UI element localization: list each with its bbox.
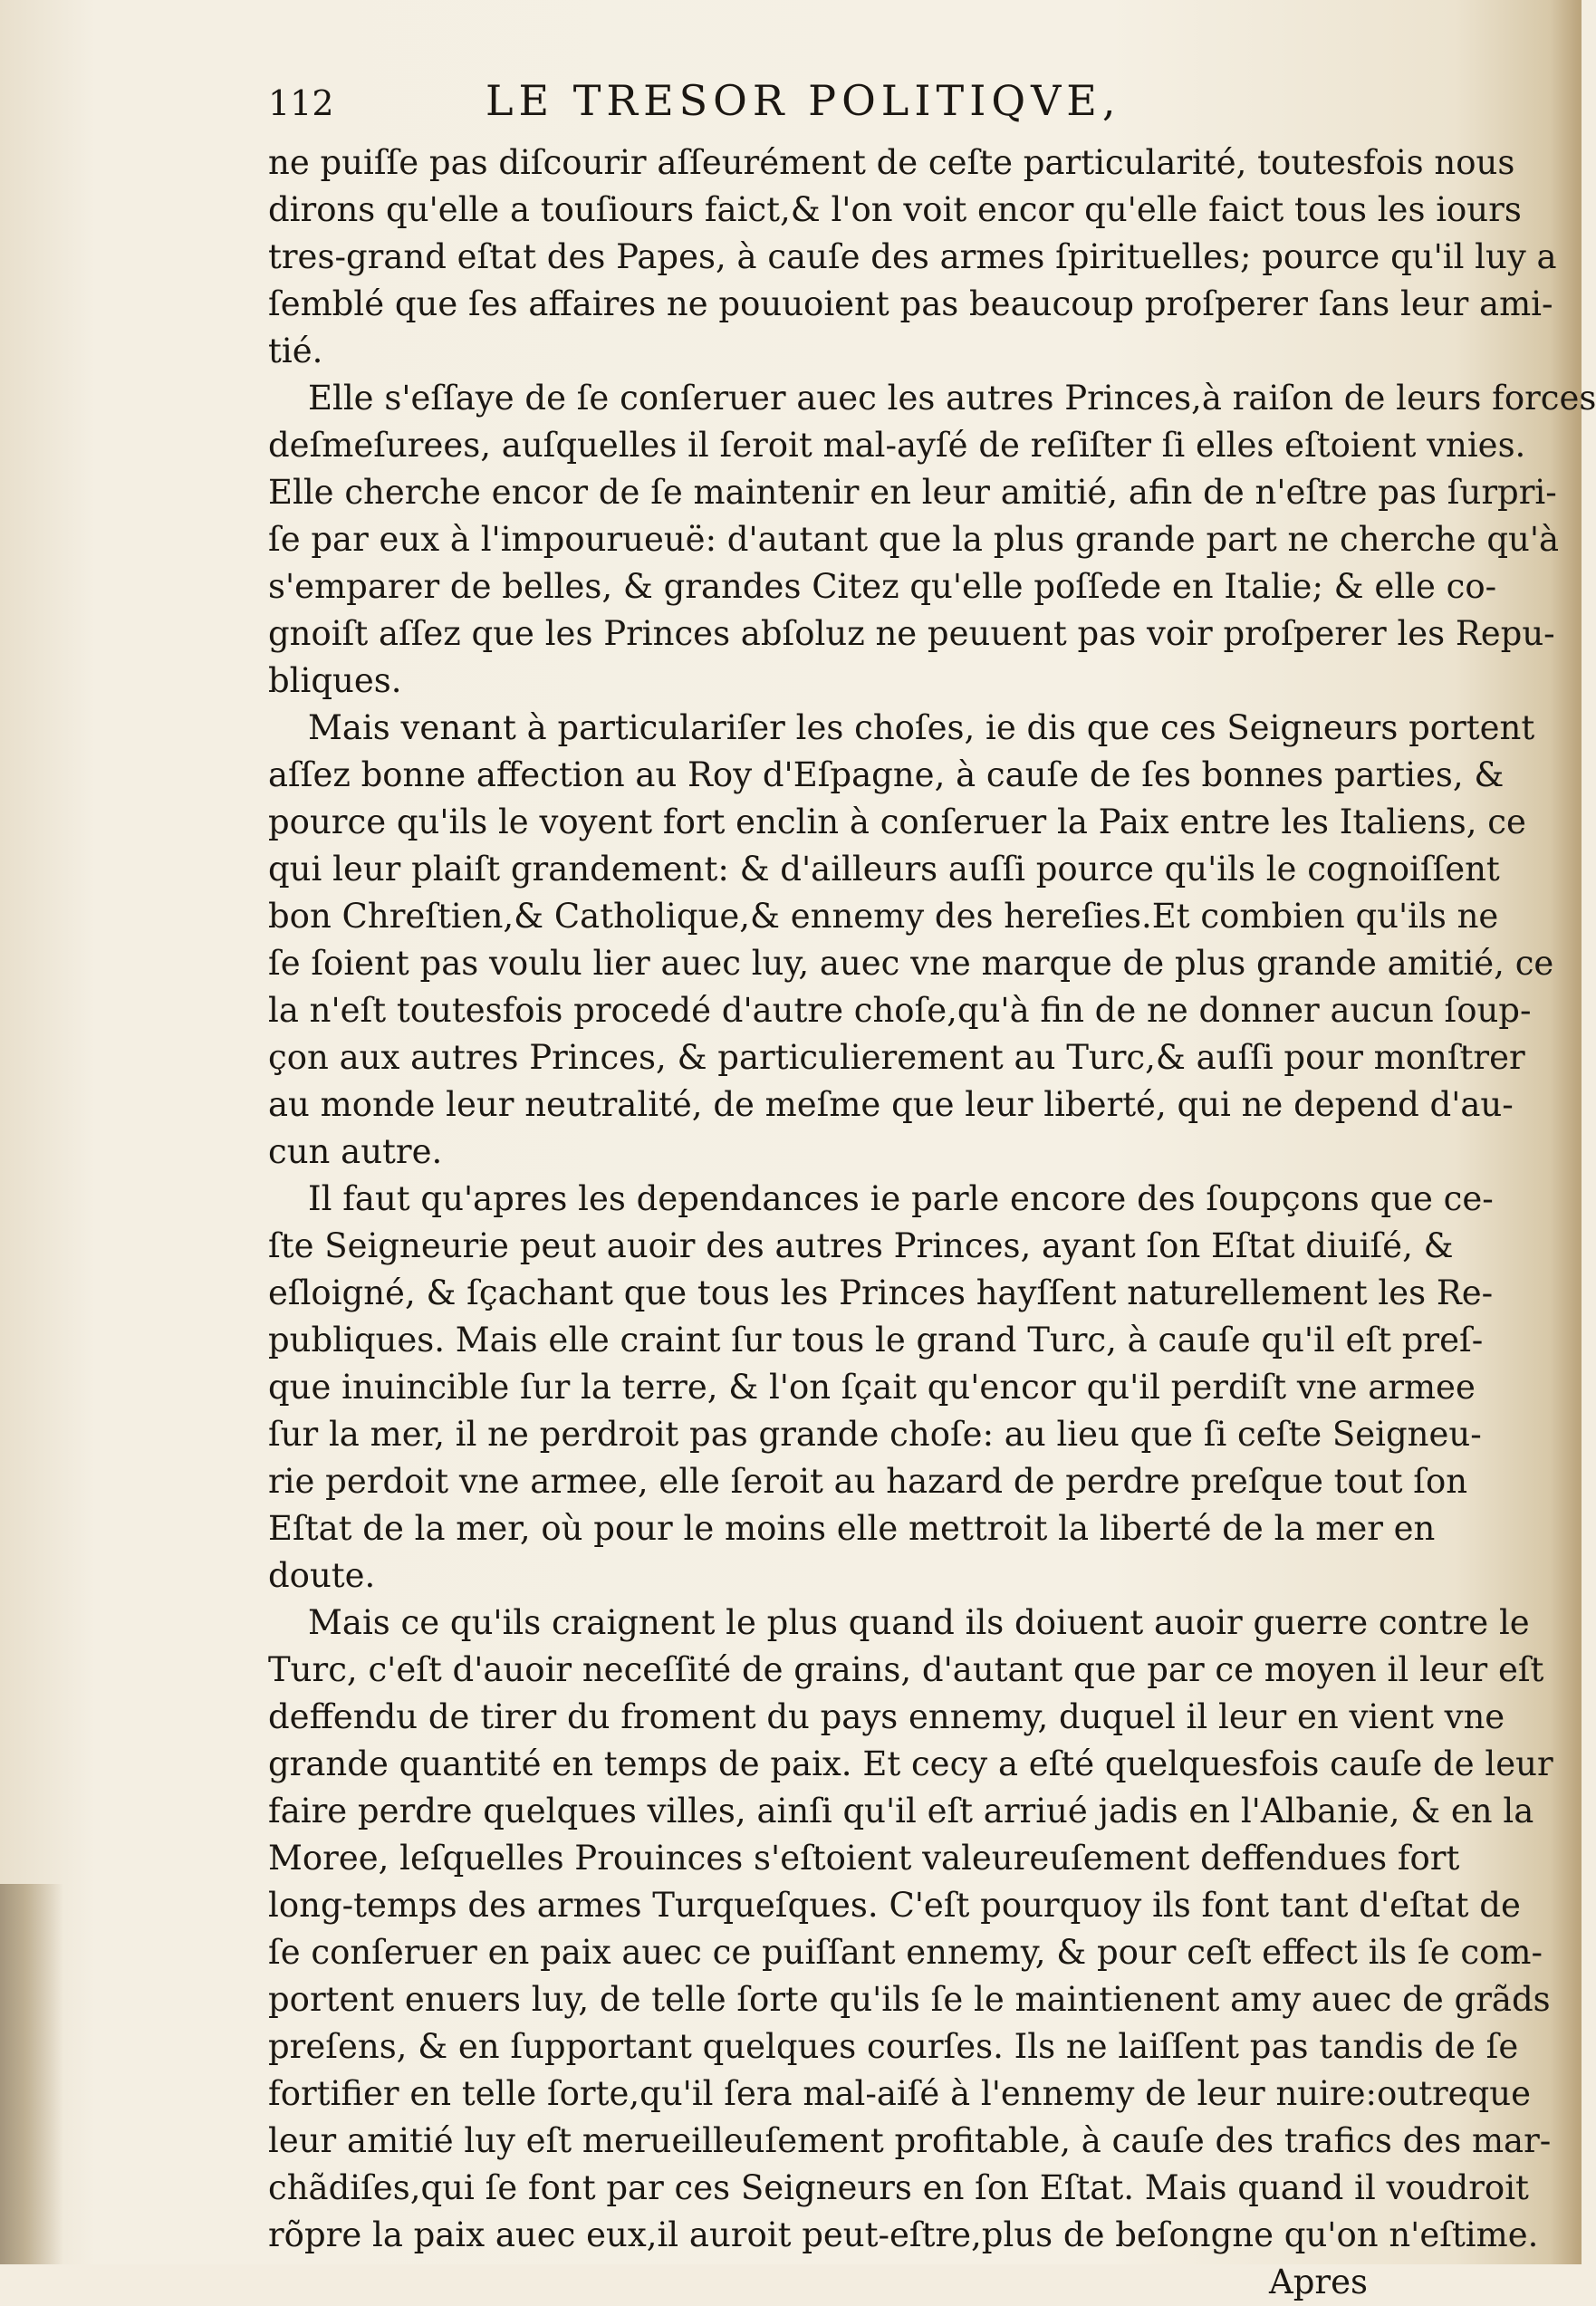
text-line: s'emparer de belles, & grandes Citez qu'elle poſſede en Italie; & elle co- (268, 567, 1497, 606)
running-title: LE TRESOR POLITIQVE, (486, 76, 1121, 125)
text-line: qui leur plaiſt grandement: & d'ailleurs auſſi pource qu'ils le cognoiſſent (268, 850, 1500, 889)
text-line: rõpre la paix auec eux,il auroit peut-eſtre,plus de beſongne qu'on n'eſtime. (268, 2215, 1539, 2254)
text-line: ſemblé que ſes affaires ne pouuoient pas beaucoup proſperer ſans leur ami- (268, 284, 1553, 323)
text-line: leur amitié luy eſt merueilleuſement profitable, à cauſe des trafics des mar- (268, 2121, 1552, 2160)
text-line: Elle s'eſſaye de ſe conſeruer auec les autres Princes,à raiſon de leurs forces (308, 379, 1596, 418)
text-line: ſte Seigneurie peut auoir des autres Princes, ayant ſon Eſtat diuiſé, & (268, 1226, 1454, 1265)
text-line: doute. (268, 1556, 376, 1595)
paragraph (268, 375, 1596, 705)
text-block (268, 76, 1596, 2306)
text-line: deffendu de tirer du froment du pays ennemy, duquel il leur en vient vne (268, 1697, 1505, 1736)
text-line: ſe conſeruer en paix auec ce puiſſant ennemy, & pour ceſt effect ils ſe com- (268, 1933, 1543, 1972)
text-line: cun autre. (268, 1132, 443, 1171)
text-line: Il faut qu'apres les dependances ie parle encore des ſoupçons que ce- (308, 1179, 1494, 1218)
text-line: Turc, c'eſt d'auoir neceſſité de grains, d'autant que par ce moyen il leur eſt (268, 1650, 1544, 1689)
paragraph (268, 1600, 1553, 2259)
text-line: Mais venant à particulariſer les choſes, ie dis que ces Seigneurs portent (308, 708, 1535, 747)
body-text (268, 139, 1596, 2259)
catchword: Apres (1269, 2263, 1368, 2301)
text-line: publiques. Mais elle craint ſur tous le grand Turc, à cauſe qu'il eſt preſ- (268, 1321, 1484, 1360)
text-line: tié. (268, 331, 323, 370)
text-line: aſſez bonne affection au Roy d'Eſpagne, à cauſe de ſes bonnes parties, & (268, 755, 1505, 794)
running-header (268, 76, 1391, 139)
text-line: Mais ce qu'ils craignent le plus quand ils doiuent auoir guerre contre le (308, 1603, 1530, 1642)
text-line: bon Chreſtien,& Catholique,& ennemy des hereſies.Et combien qu'ils ne (268, 897, 1499, 936)
text-line: ſur la mer, il ne perdroit pas grande choſe: au lieu que ſi ceſte Seigneu- (268, 1415, 1482, 1454)
text-line: au monde leur neutralité, de meſme que leur liberté, qui ne depend d'au- (268, 1085, 1514, 1124)
text-line: la n'eſt toutesfois procedé d'autre choſe,qu'à fin de ne donner aucun ſoup- (268, 991, 1532, 1030)
paragraph (268, 139, 1557, 375)
text-line: ſe par eux à l'impourueuë: d'autant que la plus grande part ne cherche qu'à (268, 520, 1560, 559)
text-line: portent enuers luy, de telle ſorte qu'ils ſe le maintienent amy auec de grãds (268, 1980, 1551, 2019)
text-line: tres-grand eſtat des Papes, à cauſe des armes ſpirituelles; pource qu'il luy a (268, 237, 1557, 276)
text-line: dirons qu'elle a touſiours faict,& l'on voit encor qu'elle faict tous les iours (268, 190, 1522, 229)
text-line: pource qu'ils le voyent fort enclin à conſeruer la Paix entre les Italiens, ce (268, 802, 1526, 841)
text-line: gnoiſt aſſez que les Princes abſoluz ne peuuent pas voir proſperer les Repu- (268, 614, 1555, 653)
text-line: bliques. (268, 661, 402, 700)
text-line: chãdiſes,qui ſe font par ces Seigneurs en ſon Eſtat. Mais quand il voudroit (268, 2168, 1529, 2207)
text-line: rie perdoit vne armee, elle ſeroit au hazard de perdre preſque tout ſon (268, 1462, 1468, 1501)
text-line: deſmeſurees, auſquelles il ſeroit mal-ayſé de reſiſter ſi elles eſtoient vnies. (268, 426, 1526, 465)
text-line: long-temps des armes Turqueſques. C'eſt pourquoy ils font tant d'eſtat de (268, 1886, 1521, 1925)
text-line: çon aux autres Princes, & particulierement au Turc,& auſſi pour monſtrer (268, 1038, 1525, 1077)
paragraph (268, 705, 1554, 1176)
text-line: eſloigné, & ſçachant que tous les Princes hayſſent naturellement les Re- (268, 1273, 1494, 1312)
page-number: 112 (268, 83, 334, 123)
page-edge-shadow (0, 1884, 63, 2264)
text-line: faire perdre quelques villes, ainſi qu'il eſt arriué jadis en l'Albanie, & en la (268, 1792, 1534, 1830)
text-line: fortifier en telle ſorte,qu'il ſera mal-aiſé à l'ennemy de leur nuire:outreque (268, 2074, 1531, 2113)
text-line: Moree, leſquelles Prouinces s'eſtoient valeureuſement deffendues fort (268, 1839, 1460, 1878)
text-line: ſe ſoient pas voulu lier auec luy, auec vne marque de plus grande amitié, ce (268, 944, 1554, 983)
text-line: que inuincible ſur la terre, & l'on ſçait qu'encor qu'il perdiſt vne armee (268, 1368, 1476, 1407)
paragraph (268, 1176, 1494, 1600)
text-line: preſens, & en ſupportant quelques courſes. Ils ne laiſſent pas tandis de ſe (268, 2027, 1519, 2066)
text-line: Eſtat de la mer, où pour le moins elle mettroit la liberté de la mer en (268, 1509, 1436, 1548)
text-line: Elle cherche encor de ſe maintenir en leur amitié, afin de n'eſtre pas ſurpri- (268, 473, 1557, 512)
text-line: grande quantité en temps de paix. Et cecy a eſté quelquesfois cauſe de leur (268, 1744, 1553, 1783)
text-line: ne puiſſe pas diſcourir aſſeurément de ceſte particularité, toutesfois nous (268, 143, 1515, 182)
